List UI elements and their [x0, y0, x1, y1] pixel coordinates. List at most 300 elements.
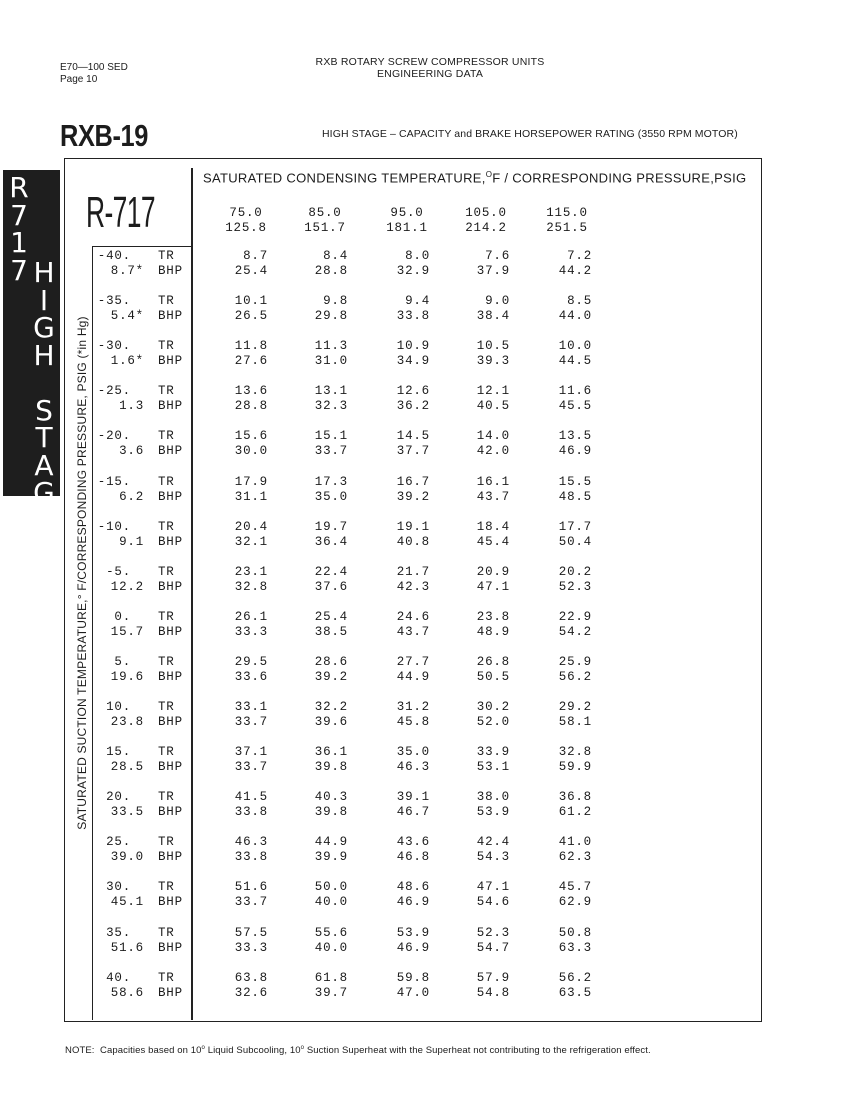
tr-value: 25.9: [558, 654, 592, 669]
tr-value: 38.0: [476, 790, 510, 805]
tr-value: 8.7: [243, 249, 268, 263]
condensing-title-pre: SATURATED CONDENSING TEMPERATURE,: [203, 170, 486, 186]
bhp-value: 46.9: [396, 940, 430, 955]
suction-temp: -5.: [106, 564, 131, 579]
tr-value: 11.8: [234, 339, 268, 354]
table-row: [96, 655, 696, 687]
bhp-value: 63.3: [558, 940, 592, 955]
bhp-value: 31.1: [234, 489, 268, 504]
tr-value: 22.9: [558, 609, 592, 624]
suction-pressure: 33.5: [110, 805, 144, 820]
tr-value: 39.1: [396, 790, 430, 805]
suction-pressure: 3.6: [119, 444, 144, 459]
tr-value: 29.5: [234, 654, 268, 669]
bhp-value: 32.8: [234, 579, 268, 594]
tr-value: 16.7: [396, 474, 430, 489]
tr-value: 33.9: [476, 745, 510, 760]
bhp-value: 46.8: [396, 850, 430, 865]
suction-temp: 15.: [106, 745, 131, 760]
tr-value: 23.8: [476, 609, 510, 624]
bhp-value: 38.4: [476, 309, 510, 324]
tr-value: 26.1: [234, 609, 268, 624]
sidebar-letter: A: [34, 448, 54, 482]
tr-value: 19.1: [396, 519, 430, 534]
tr-value: 35.0: [396, 745, 430, 760]
bhp-value: 56.2: [558, 669, 592, 684]
label-tr: TR: [158, 474, 175, 489]
bhp-value: 33.6: [234, 669, 268, 684]
label-bhp: BHP: [158, 805, 183, 820]
bhp-value: 40.0: [314, 940, 348, 955]
suction-temp: 5.: [114, 654, 131, 669]
tr-value: 12.6: [396, 384, 430, 399]
tr-value: 59.8: [396, 970, 430, 985]
label-tr: TR: [158, 790, 175, 805]
sidebar-letter: S: [35, 393, 53, 427]
label-bhp: BHP: [158, 669, 183, 684]
suction-temp: -40.: [97, 249, 131, 263]
bhp-value: 30.0: [234, 444, 268, 459]
table-divider-horizontal: [92, 246, 192, 247]
tr-value: 19.7: [314, 519, 348, 534]
suction-pressure: 28.5: [110, 760, 144, 775]
tr-value: 7.2: [567, 249, 592, 263]
bhp-value: 33.7: [314, 444, 348, 459]
bhp-value: 54.3: [476, 850, 510, 865]
bhp-value: 36.2: [396, 399, 430, 414]
table-row: [96, 926, 696, 958]
tr-value: 40.3: [314, 790, 348, 805]
tr-value: 9.8: [323, 294, 348, 309]
condensing-column-header: [372, 206, 442, 236]
bhp-value: 46.7: [396, 805, 430, 820]
bhp-value: 32.3: [314, 399, 348, 414]
bhp-value: 33.3: [234, 940, 268, 955]
label-tr: TR: [158, 970, 175, 985]
suction-temp: 30.: [106, 880, 131, 895]
bhp-value: 33.7: [234, 895, 268, 910]
label-tr: TR: [158, 835, 175, 850]
table-row: [96, 249, 696, 281]
bhp-value: 31.0: [314, 354, 348, 369]
condensing-temp: 95.0: [390, 206, 424, 220]
suction-pressure: 8.7*: [110, 264, 144, 278]
suction-temp: -30.: [97, 339, 131, 354]
suction-temp: -35.: [97, 294, 131, 309]
label-bhp: BHP: [158, 399, 183, 414]
bhp-value: 32.1: [234, 534, 268, 549]
suction-pressure: 5.4*: [110, 309, 144, 324]
tr-value: 10.0: [558, 339, 592, 354]
suction-pressure: 51.6: [110, 940, 144, 955]
label-bhp: BHP: [158, 489, 183, 504]
tr-value: 29.2: [558, 700, 592, 714]
condensing-temp: 85.0: [308, 206, 342, 220]
tr-value: 32.2: [314, 700, 348, 714]
tr-value: 20.9: [476, 564, 510, 579]
bhp-value: 39.2: [396, 489, 430, 504]
page-number: Page 10: [60, 74, 98, 85]
header-title-line-2: ENGINEERING DATA: [376, 68, 484, 80]
tr-value: 14.0: [476, 429, 510, 444]
bhp-value: 33.8: [234, 805, 268, 820]
label-tr: TR: [158, 654, 175, 669]
tr-value: 11.3: [314, 339, 348, 354]
tr-value: 57.5: [234, 925, 268, 940]
tr-value: 27.7: [396, 654, 430, 669]
bhp-value: 52.0: [476, 715, 510, 729]
suction-pressure: 45.1: [110, 895, 144, 910]
sidebar-letter: H: [33, 256, 55, 289]
tr-value: 13.5: [558, 429, 592, 444]
tr-value: 26.8: [476, 654, 510, 669]
table-row: [96, 971, 696, 1003]
tr-value: 45.7: [558, 880, 592, 895]
tr-value: 30.2: [476, 700, 510, 714]
suction-temp: 20.: [106, 790, 131, 805]
label-bhp: BHP: [158, 264, 183, 278]
suction-pressure: 58.6: [110, 985, 144, 1000]
label-bhp: BHP: [158, 940, 183, 955]
sidebar-letter: 7: [10, 253, 28, 287]
bhp-value: 43.7: [476, 489, 510, 504]
bhp-value: 63.5: [558, 985, 592, 1000]
bhp-value: 28.8: [314, 264, 348, 278]
sidebar-letter: 1: [10, 226, 28, 259]
tr-value: 17.7: [558, 519, 592, 534]
bhp-value: 33.8: [234, 850, 268, 865]
bhp-value: 29.8: [314, 309, 348, 324]
bhp-value: 40.0: [314, 895, 348, 910]
tr-value: 47.1: [476, 880, 510, 895]
bhp-value: 43.7: [396, 624, 430, 639]
bhp-value: 59.9: [558, 760, 592, 775]
tr-value: 41.5: [234, 790, 268, 805]
bhp-value: 62.3: [558, 850, 592, 865]
bhp-value: 54.8: [476, 985, 510, 1000]
table-row: [96, 475, 696, 507]
tr-value: 8.5: [567, 294, 592, 309]
suction-pressure: 1.6*: [110, 354, 144, 369]
bhp-value: 39.3: [476, 354, 510, 369]
label-tr: TR: [158, 880, 175, 895]
bhp-value: 37.7: [396, 444, 430, 459]
note-prefix: NOTE:: [65, 1045, 95, 1057]
table-row: [96, 880, 696, 912]
tr-value: 33.1: [234, 700, 268, 714]
suction-temp: 10.: [106, 700, 131, 714]
bhp-value: 39.8: [314, 805, 348, 820]
tr-value: 42.4: [476, 835, 510, 850]
suction-temp: -25.: [97, 384, 131, 399]
tr-value: 44.9: [314, 835, 348, 850]
tr-value: 12.1: [476, 384, 510, 399]
bhp-value: 46.9: [396, 895, 430, 910]
bhp-value: 44.9: [396, 669, 430, 684]
tr-value: 51.6: [234, 880, 268, 895]
table-row: [96, 520, 696, 552]
tr-value: 15.5: [558, 474, 592, 489]
label-tr: TR: [158, 700, 175, 714]
sidebar-letter: G: [33, 476, 55, 509]
sidebar-letter: G: [33, 311, 55, 344]
suction-temp: 35.: [106, 925, 131, 940]
condensing-temp: 75.0: [229, 206, 263, 220]
tr-value: 8.0: [405, 249, 430, 263]
bhp-value: 42.3: [396, 579, 430, 594]
sidebar-stage: [30, 256, 58, 537]
label-bhp: BHP: [158, 579, 183, 594]
tr-value: 16.1: [476, 474, 510, 489]
tr-value: 13.6: [234, 384, 268, 399]
label-tr: TR: [158, 294, 175, 309]
bhp-value: 33.7: [234, 715, 268, 729]
table-row: [96, 339, 696, 371]
bhp-value: 39.6: [314, 715, 348, 729]
bhp-value: 44.2: [558, 264, 592, 278]
tr-value: 10.9: [396, 339, 430, 354]
condensing-title-post: F / CORRESPONDING PRESSURE,PSIG: [492, 170, 747, 186]
condensing-column-header: [290, 206, 360, 236]
bhp-value: 33.7: [234, 760, 268, 775]
bhp-value: 34.9: [396, 354, 430, 369]
tr-value: 22.4: [314, 564, 348, 579]
bhp-value: 45.8: [396, 715, 430, 729]
suction-axis-label: SATURATED SUCTION TEMPERATURE,° F/CORRESPONDING PRESSURE, PSIG (*in Hg): [75, 316, 89, 830]
label-bhp: BHP: [158, 850, 183, 865]
condensing-temp: 105.0: [465, 206, 507, 220]
sidebar-letter: T: [35, 421, 53, 454]
suction-temp: 0.: [114, 609, 131, 624]
note-degree-1: o: [201, 1045, 205, 1051]
tr-value: 8.4: [323, 249, 348, 263]
tr-value: 23.1: [234, 564, 268, 579]
tr-value: 36.1: [314, 745, 348, 760]
note-degree-2: o: [300, 1045, 305, 1051]
bhp-value: 53.9: [476, 805, 510, 820]
tr-value: 55.6: [314, 925, 348, 940]
suction-pressure: 9.1: [119, 534, 144, 549]
bhp-value: 35.0: [314, 489, 348, 504]
model-title: RXB-19: [60, 118, 148, 153]
tr-value: 21.7: [396, 564, 430, 579]
label-tr: TR: [158, 339, 175, 354]
suction-pressure: 19.6: [110, 669, 144, 684]
bhp-value: 25.4: [234, 264, 268, 278]
header-title: [300, 56, 560, 80]
label-bhp: BHP: [158, 309, 183, 324]
tr-value: 20.2: [558, 564, 592, 579]
bhp-value: 36.4: [314, 534, 348, 549]
bhp-value: 27.6: [234, 354, 268, 369]
bhp-value: 58.1: [558, 715, 592, 729]
table-row: [96, 294, 696, 326]
tr-value: 9.4: [405, 294, 430, 309]
bhp-value: 37.6: [314, 579, 348, 594]
bhp-value: 28.8: [234, 399, 268, 414]
tr-value: 31.2: [396, 700, 430, 714]
tr-value: 48.6: [396, 880, 430, 895]
document-id: [60, 62, 128, 86]
condensing-pressure: 151.7: [304, 221, 346, 235]
tr-value: 46.3: [234, 835, 268, 850]
bhp-value: 53.1: [476, 760, 510, 775]
sidebar-letter: R: [9, 171, 29, 204]
bhp-value: 33.8: [396, 309, 430, 324]
bhp-value: 61.2: [558, 805, 592, 820]
bhp-value: 39.8: [314, 760, 348, 775]
condensing-pressure: 214.2: [465, 221, 507, 235]
tr-value: 36.8: [558, 790, 592, 805]
condensing-pressure: 251.5: [546, 221, 588, 235]
bhp-value: 54.6: [476, 895, 510, 910]
tr-value: 15.1: [314, 429, 348, 444]
label-tr: TR: [158, 609, 175, 624]
tr-value: 7.6: [485, 249, 510, 263]
note-part-2: Liquid Subcooling, 10: [204, 1045, 301, 1057]
bhp-value: 40.5: [476, 399, 510, 414]
tr-value: 10.1: [234, 294, 268, 309]
bhp-value: 45.5: [558, 399, 592, 414]
table-row: [96, 835, 696, 867]
bhp-value: 39.7: [314, 985, 348, 1000]
bhp-value: 42.0: [476, 444, 510, 459]
rating-title: HIGH STAGE – CAPACITY and BRAKE HORSEPOWER RATING (3550 RPM MOTOR): [322, 128, 738, 140]
suction-temp: -20.: [97, 429, 131, 444]
label-bhp: BHP: [158, 624, 183, 639]
bhp-value: 62.9: [558, 895, 592, 910]
tr-value: 37.1: [234, 745, 268, 760]
tr-value: 10.5: [476, 339, 510, 354]
suction-temp: -15.: [97, 474, 131, 489]
label-bhp: BHP: [158, 534, 183, 549]
tr-value: 9.0: [485, 294, 510, 309]
tr-value: 17.3: [314, 474, 348, 489]
tr-value: 63.8: [234, 970, 268, 985]
label-tr: TR: [158, 384, 175, 399]
suction-pressure: 12.2: [110, 579, 144, 594]
bhp-value: 32.6: [234, 985, 268, 1000]
label-tr: TR: [158, 745, 175, 760]
suction-pressure: 15.7: [110, 624, 144, 639]
tr-value: 28.6: [314, 654, 348, 669]
refrigerant-label: R-717: [86, 188, 155, 237]
sidebar-letter: 7: [10, 198, 28, 232]
tr-value: 50.8: [558, 925, 592, 940]
bhp-value: 52.3: [558, 579, 592, 594]
label-bhp: BHP: [158, 715, 183, 729]
bhp-value: 26.5: [234, 309, 268, 324]
label-tr: TR: [158, 564, 175, 579]
bhp-value: 46.3: [396, 760, 430, 775]
tr-value: 50.0: [314, 880, 348, 895]
bhp-value: 48.9: [476, 624, 510, 639]
sidebar-letter: [30, 369, 58, 397]
sidebar-letter: I: [39, 283, 49, 317]
tr-value: 18.4: [476, 519, 510, 534]
bhp-value: 38.5: [314, 624, 348, 639]
bhp-value: 37.9: [476, 264, 510, 278]
label-tr: TR: [158, 925, 175, 940]
bhp-value: 54.7: [476, 940, 510, 955]
note-part-3: Suction Superheat with the Superheat not contributing to the refrigeration effect.: [304, 1045, 651, 1057]
tr-value: 32.8: [558, 745, 592, 760]
condensing-pressure: 125.8: [225, 221, 267, 235]
tr-value: 24.6: [396, 609, 430, 624]
suction-pressure: 6.2: [119, 489, 144, 504]
tr-value: 61.8: [314, 970, 348, 985]
condensing-column-header: [532, 206, 602, 236]
bhp-value: 44.5: [558, 354, 592, 369]
label-bhp: BHP: [158, 760, 183, 775]
label-tr: TR: [158, 519, 175, 534]
degree-symbol: O: [485, 170, 493, 179]
tr-value: 56.2: [558, 970, 592, 985]
table-row: [96, 700, 696, 732]
stage-sidebar: [3, 170, 60, 537]
table-row: [96, 384, 696, 416]
suction-temp: -10.: [97, 519, 131, 534]
header-title-line-1: RXB ROTARY SCREW COMPRESSOR UNITS: [315, 56, 545, 68]
label-tr: TR: [158, 429, 175, 444]
tr-value: 57.9: [476, 970, 510, 985]
tr-value: 41.0: [558, 835, 592, 850]
table-row: [96, 429, 696, 461]
condensing-title: [203, 170, 746, 185]
bhp-value: 39.2: [314, 669, 348, 684]
tr-value: 25.4: [314, 609, 348, 624]
suction-temp: 40.: [106, 970, 131, 985]
condensing-column-header: [211, 206, 281, 236]
bhp-value: 32.9: [396, 264, 430, 278]
bhp-value: 48.5: [558, 489, 592, 504]
note-part-1: Capacities based on 10: [100, 1045, 202, 1057]
label-bhp: BHP: [158, 985, 183, 1000]
sidebar-letter: H: [33, 338, 55, 372]
label-bhp: BHP: [158, 354, 183, 369]
table-row: [96, 745, 696, 777]
tr-value: 15.6: [234, 429, 268, 444]
bhp-value: 46.9: [558, 444, 592, 459]
bhp-value: 47.1: [476, 579, 510, 594]
suction-pressure: 1.3: [119, 399, 144, 414]
bhp-value: 54.2: [558, 624, 592, 639]
bhp-value: 45.4: [476, 534, 510, 549]
table-row: [96, 790, 696, 822]
bhp-value: 33.3: [234, 624, 268, 639]
footnote: [65, 1045, 651, 1056]
bhp-value: 50.5: [476, 669, 510, 684]
label-bhp: BHP: [158, 444, 183, 459]
sidebar-refrigerant: [5, 171, 33, 287]
doc-number: E70—100 SED: [60, 62, 128, 73]
label-tr: TR: [158, 249, 175, 263]
tr-value: 17.9: [234, 474, 268, 489]
tr-value: 43.6: [396, 835, 430, 850]
suction-pressure: 39.0: [110, 850, 144, 865]
suction-pressure: 23.8: [110, 715, 144, 729]
bhp-value: 40.8: [396, 534, 430, 549]
bhp-value: 44.0: [558, 309, 592, 324]
bhp-value: 47.0: [396, 985, 430, 1000]
condensing-pressure: 181.1: [386, 221, 428, 235]
tr-value: 52.3: [476, 925, 510, 940]
suction-temp: 25.: [106, 835, 131, 850]
table-row: [96, 610, 696, 642]
tr-value: 13.1: [314, 384, 348, 399]
tr-value: 20.4: [234, 519, 268, 534]
tr-value: 11.6: [558, 384, 592, 399]
